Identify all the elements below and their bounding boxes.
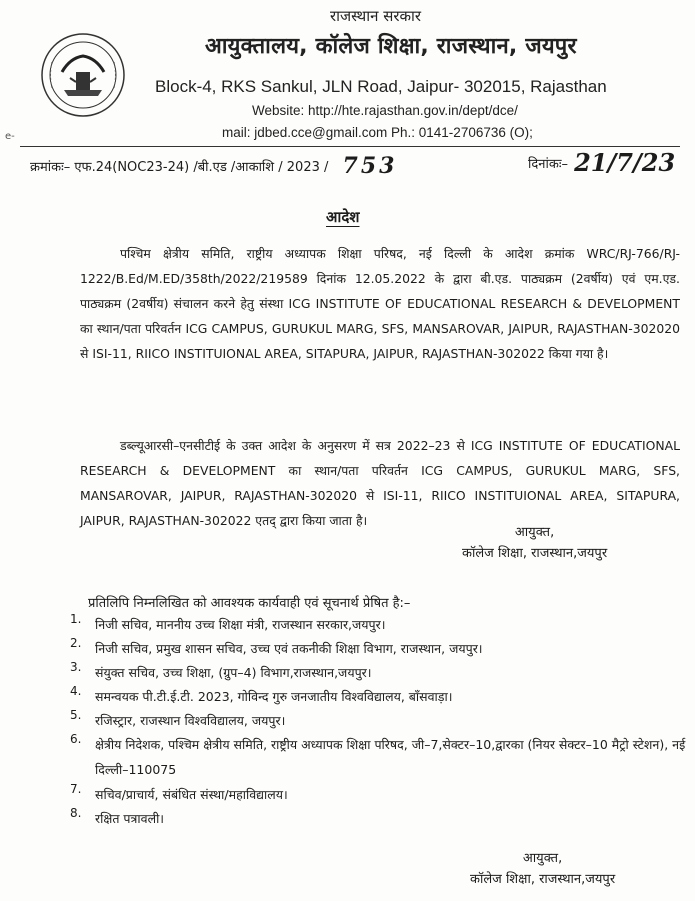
department-seal-logo [40,32,126,118]
list-item-number: 6. [70,732,82,746]
copy-to-list [70,612,690,830]
list-item-number: 4. [70,684,82,698]
date-label: दिनांकः– [528,157,568,172]
handwritten-reference-number: 753 [342,153,398,179]
signatory-office: कॉलेज शिक्षा, राजस्थान,जयपुर [470,872,616,887]
list-item-text: निजी सचिव, प्रमुख शासन सचिव, उच्च एवं तकनीकी शिक्षा विभाग, राजस्थान, जयपुर। [95,641,483,656]
list-item-number: 3. [70,660,82,674]
reference-prefix: क्रमांकः– एफ.24(NOC23-24) /बी.एड /आकाशि / 2023 / [30,160,329,175]
website-line: Website: http://hte.rajasthan.gov.in/dept/dce/ [252,103,518,118]
header-divider [20,146,680,147]
list-item [70,636,690,660]
signature-block-1 [462,522,607,564]
list-item-text: समन्वयक पी.टी.ई.टी. 2023, गोविन्द गुरु जनजातीय विश्वविद्यालय, बाँसवाड़ा। [95,689,453,704]
margin-mark: e- [5,131,15,142]
list-item-number: 8. [70,806,82,820]
copy-to-intro: प्रतिलिपि निम्नलिखित को आवश्यक कार्यवाही एवं सूचनार्थ प्रेषित है:– [88,596,411,611]
signatory-office: कॉलेज शिक्षा, राजस्थान,जयपुर [462,546,608,561]
paragraph-1-text: पश्चिम क्षेत्रीय समिति, राष्ट्रीय अध्यापक शिक्षा परिषद, नई दिल्ली के आदेश क्रमांक WRC/RJ-766/RJ-1222/B.Ed/M.ED/358th/2022/219589 दिनांक 12.05.2022 के द्वारा बी.एड. पाठ्यक्रम (2वर्षीय) एवं एम.एड. पाठ्यक्रम (2वर्षीय) संचालन करने हेतु संस्था ICG INSTITUTE OF EDUCATIONAL RESEARCH & DEVELOPMENT का स्थान/पता परिवर्तन ICG CAMPUS, GURUKUL MARG, SFS, MANSAROVAR, JAIPUR, RAJASTHAN-302020 से ISI-11, RIICO INSTITUIONAL AREA, SITAPURA, JAIPUR, RAJASTHAN-302022 किया गया है। [80,246,680,361]
list-item-number: 5. [70,708,82,722]
list-item-number: 7. [70,782,82,796]
date-line [528,148,675,177]
list-item [70,612,690,636]
reference-line [30,153,397,179]
list-item-number: 1. [70,612,82,626]
list-item-number: 2. [70,636,82,650]
list-item [70,660,690,684]
paragraph-2-text: डब्ल्यूआरसी–एनसीटीई के उक्त आदेश के अनुसरण में सत्र 2022–23 से ICG INSTITUTE OF EDUCATIONAL RESEARCH & DEVELOPMENT का स्थान/पता परिवर्तन ICG CAMPUS, GURUKUL MARG, SFS, MANSAROVAR, JAIPUR, RAJASTHAN-302020 से ISI-11, RIICO INSTITUIONAL AREA, SITAPURA, JAIPUR, RAJASTHAN-302022 एतद् द्वारा किया जाता है। [80,438,680,528]
handwritten-date: 21/7/23 [574,148,676,177]
list-item-text: निजी सचिव, माननीय उच्च शिक्षा मंत्री, राजस्थान सरकार,जयपुर। [95,617,386,632]
office-name: आयुक्तालय, कॉलेज शिक्षा, राजस्थान, जयपुर [205,34,577,59]
government-name: राजस्थान सरकार [330,7,422,25]
signature-block-2 [470,848,615,890]
list-item [70,782,690,806]
list-item-text: संयुक्त सचिव, उच्च शिक्षा, (ग्रुप–4) विभाग,राजस्थान,जयपुर। [95,665,372,680]
order-paragraph-1 [80,241,680,366]
order-paragraph-2 [80,433,680,533]
signatory-title: आयुक्त, [514,525,555,540]
list-item-text: सचिव/प्राचार्य, संबंधित संस्था/महाविद्यालय। [95,787,288,802]
signatory-title: आयुक्त, [522,851,563,866]
list-item-text: रक्षित पत्रावली। [95,811,165,826]
contact-line: mail: jdbed.cce@gmail.com Ph.: 0141-2706736 (O); [222,125,533,140]
office-address: Block-4, RKS Sankul, JLN Road, Jaipur- 302015, Rajasthan [155,77,607,96]
list-item [70,684,690,708]
list-item-text: क्षेत्रीय निदेशक, पश्चिम क्षेत्रीय समिति, राष्ट्रीय अध्यापक शिक्षा परिषद, जी–7,सेक्टर–10,द्वारका (नियर सेक्टर–10 मैट्रो स्टेशन), नई दिल्ली–110075 [95,737,686,777]
order-title: आदेश [326,208,360,226]
list-item [70,732,690,782]
list-item-text: रजिस्ट्रार, राजस्थान विश्वविद्यालय, जयपुर। [95,713,286,728]
list-item [70,708,690,732]
list-item [70,806,690,830]
